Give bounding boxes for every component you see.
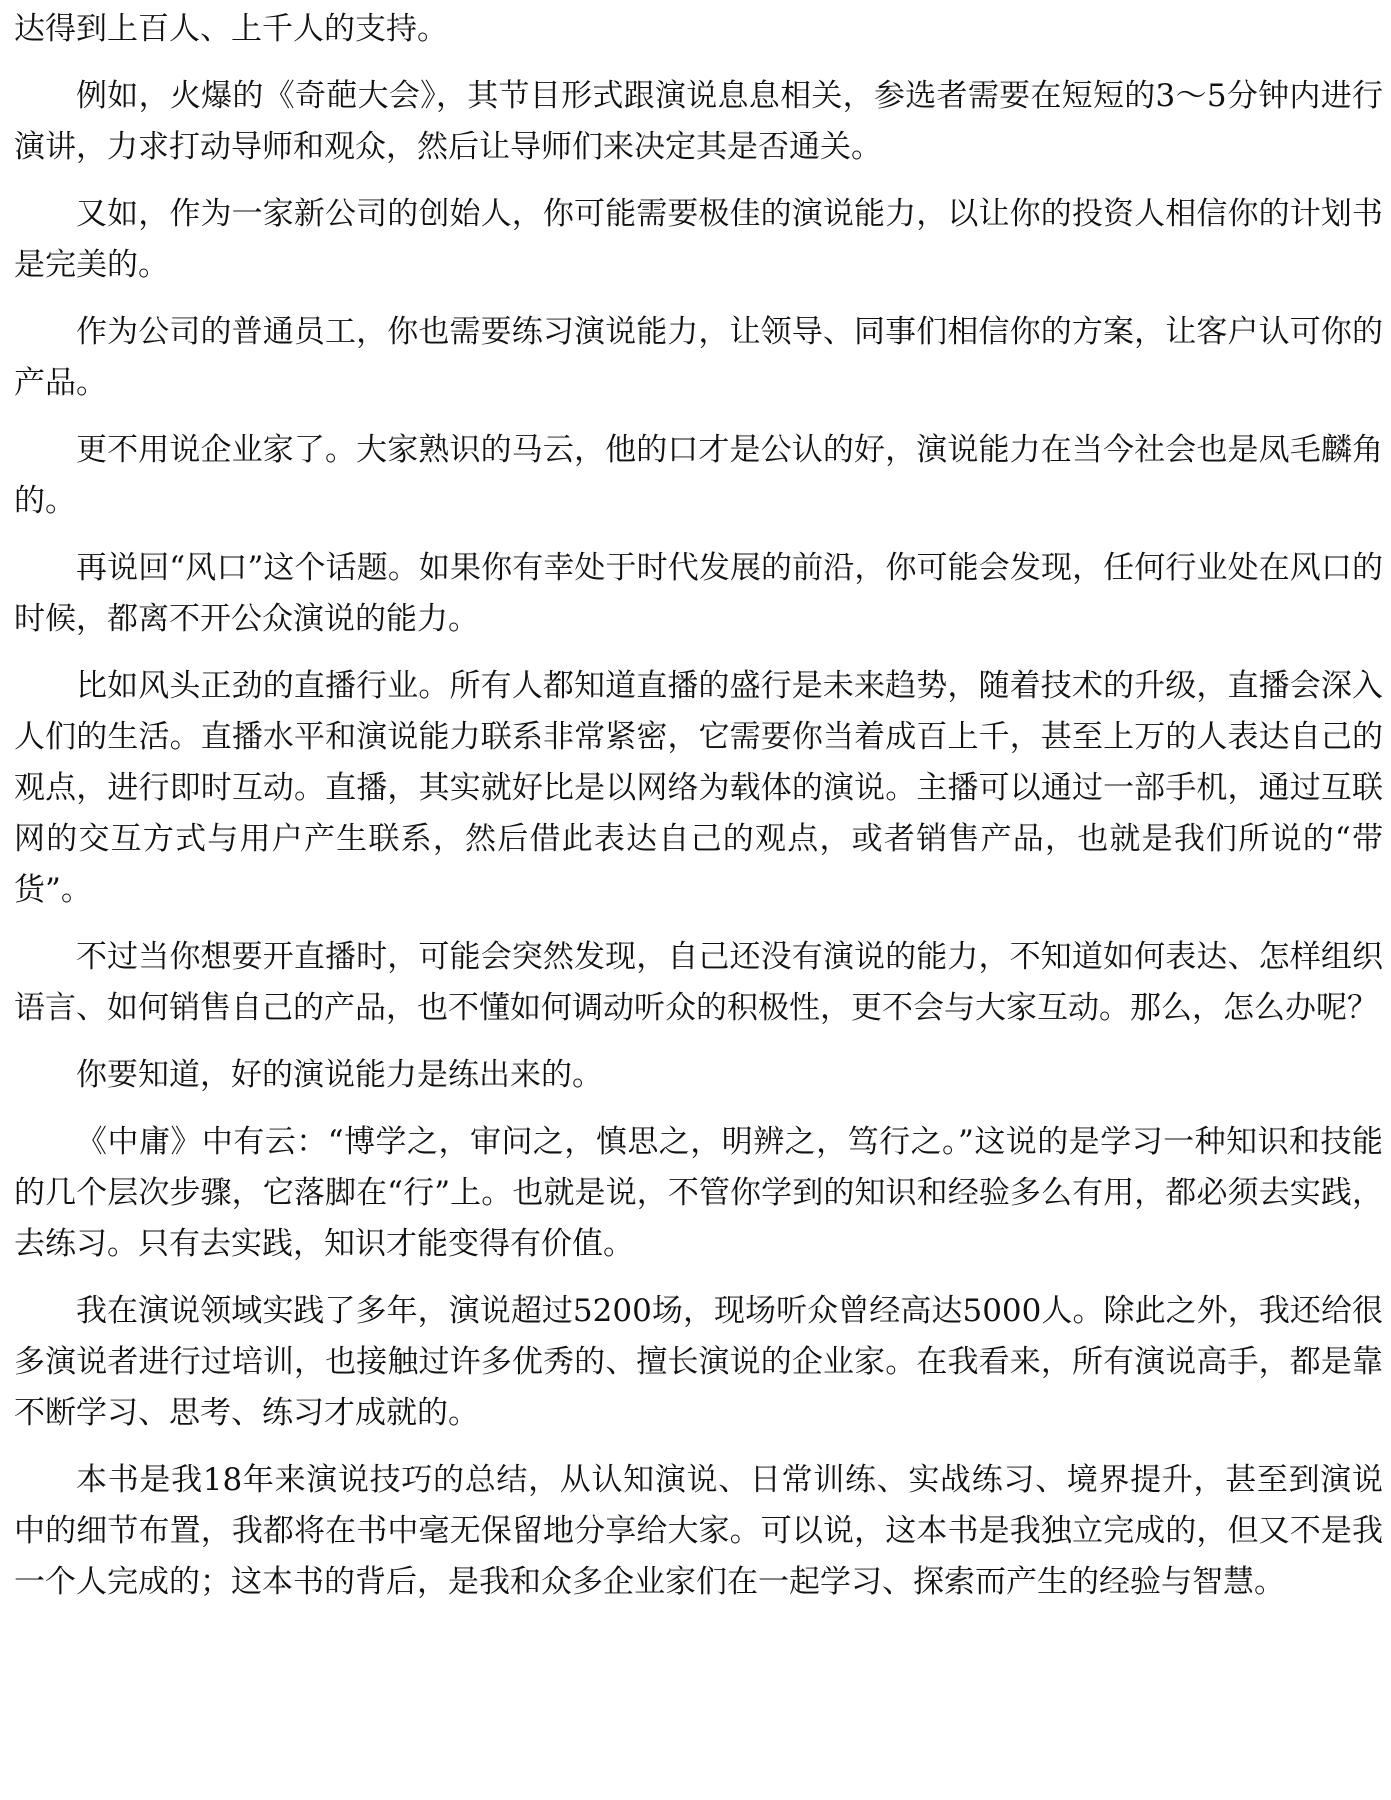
paragraph-livestream-problem: 不过当你想要开直播时，可能会突然发现，自己还没有演说的能力，不知道如何表达、怎样组织语言、如何销售自己的产品，也不懂如何调动听众的积极性，更不会与大家互动。那么，怎么办呢？ [14, 939, 1383, 1026]
paragraph-employee-example: 作为公司的普通员工，你也需要练习演说能力，让领导、同事们相信你的方案，让客户认可你的产品。 [14, 314, 1383, 401]
paragraph-livestream: 比如风头正劲的直播行业。所有人都知道直播的盛行是未来趋势，随着技术的升级，直播会深入人们的生活。直播水平和演说能力联系非常紧密，它需要你当着成百上千，甚至上万的人表达自己的观点，进行即时互动。直播，其实就好比是以网络为载体的演说。主播可以通过一部手机，通过互联网的交互方式与用户产生联系，然后借此表达自己的观点，或者销售产品，也就是我们所说的“带货”。 [14, 668, 1383, 908]
paragraph-fengkou: 再说回“风口”这个话题。如果你有幸处于时代发展的前沿，你可能会发现，任何行业处在风口的时候，都离不开公众演说的能力。 [14, 550, 1383, 637]
paragraph-entrepreneur-example: 更不用说企业家了。大家熟识的马云，他的口才是公认的好，演说能力在当今社会也是凤毛麟角的。 [14, 432, 1383, 519]
paragraph-qipa-example: 例如，火爆的《奇葩大会》，其节目形式跟演说息息相关，参选者需要在短短的3～5分钟内进行演讲，力求打动导师和观众，然后让导师们来决定其是否通关。 [14, 78, 1383, 165]
paragraph-continued: 达得到上百人、上千人的支持。 [14, 11, 448, 47]
paragraph-book-summary: 本书是我18年来演说技巧的总结，从认知演说、日常训练、实战练习、境界提升，甚至到演说中的细节布置，我都将在书中毫无保留地分享给大家。可以说，这本书是我独立完成的，但又不是我一个人完成的；这本书的背后，是我和众多企业家们在一起学习、探索而产生的经验与智慧。 [14, 1462, 1383, 1600]
paragraph-zhongyong: 《中庸》中有云：“博学之，审问之，慎思之，明辨之，笃行之。”这说的是学习一种知识和技能的几个层次步骤，它落脚在“行”上。也就是说，不管你学到的知识和经验多么有用，都必须去实践，去练习。只有去实践，知识才能变得有价值。 [14, 1124, 1383, 1262]
paragraph-practice: 你要知道，好的演说能力是练出来的。 [76, 1057, 603, 1093]
paragraph-author-experience: 我在演说领域实践了多年，演说超过5200场，现场听众曾经高达5000人。除此之外，我还给很多演说者进行过培训，也接触过许多优秀的、擅长演说的企业家。在我看来，所有演说高手，都是靠不断学习、思考、练习才成就的。 [14, 1293, 1383, 1431]
paragraph-founder-example: 又如，作为一家新公司的创始人，你可能需要极佳的演说能力，以让你的投资人相信你的计划书是完美的。 [14, 196, 1383, 283]
